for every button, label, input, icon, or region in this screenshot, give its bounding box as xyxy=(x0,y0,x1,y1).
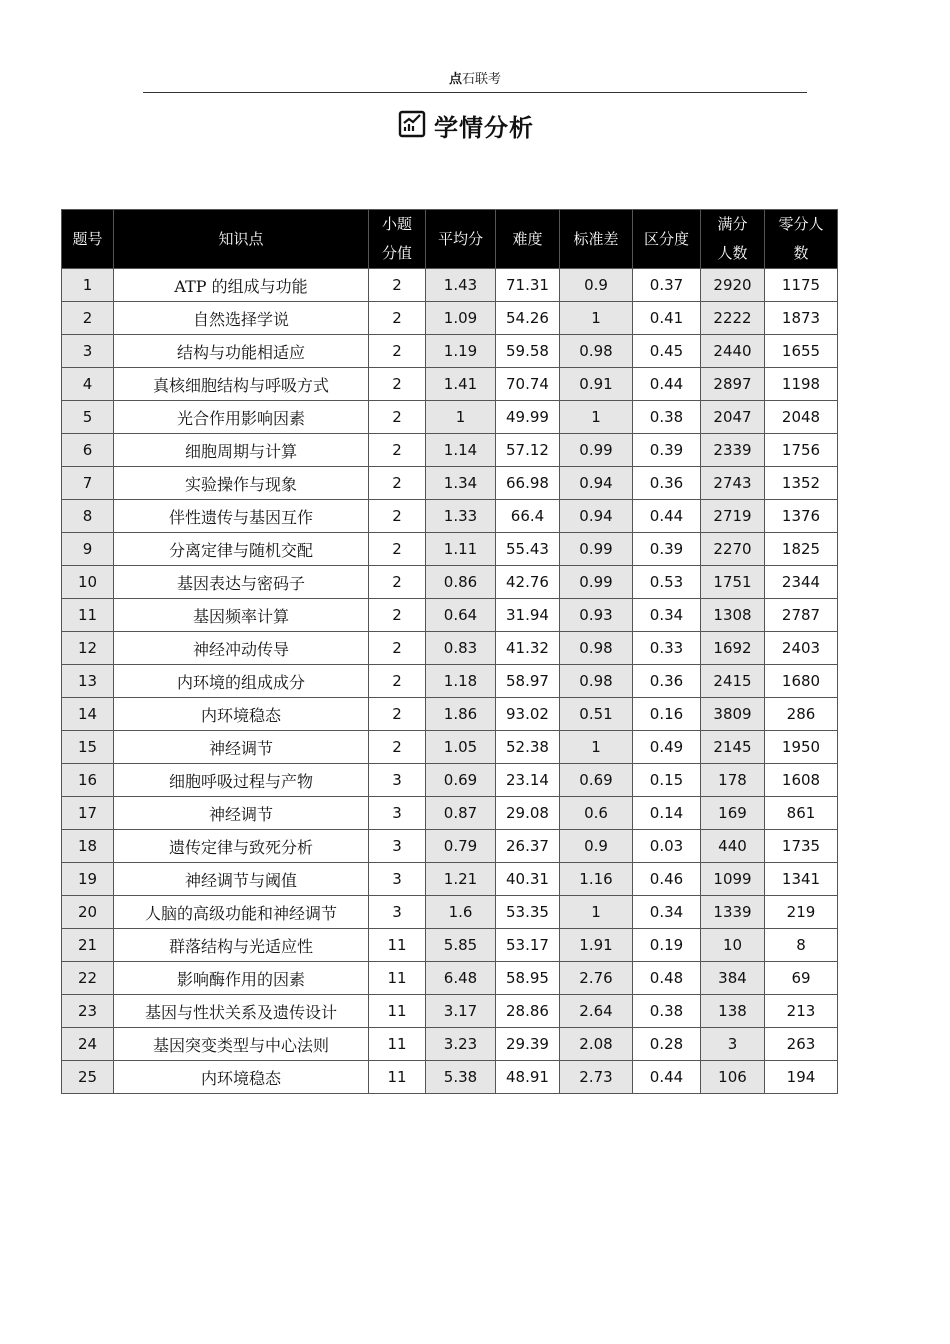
cell-avg: 3.17 xyxy=(426,995,496,1028)
cell-no: 8 xyxy=(62,500,114,533)
cell-avg: 5.85 xyxy=(426,929,496,962)
cell-zero: 2787 xyxy=(765,599,838,632)
cell-discrimination: 0.33 xyxy=(633,632,701,665)
cell-std: 1 xyxy=(560,302,633,335)
cell-topic: 分离定律与随机交配 xyxy=(114,533,369,566)
cell-avg: 6.48 xyxy=(426,962,496,995)
cell-zero: 263 xyxy=(765,1028,838,1061)
cell-score: 2 xyxy=(369,566,426,599)
cell-topic: 神经调节 xyxy=(114,731,369,764)
cell-score: 2 xyxy=(369,731,426,764)
cell-no: 9 xyxy=(62,533,114,566)
cell-zero: 1825 xyxy=(765,533,838,566)
cell-avg: 0.87 xyxy=(426,797,496,830)
cell-std: 0.94 xyxy=(560,500,633,533)
cell-zero: 1735 xyxy=(765,830,838,863)
cell-discrimination: 0.19 xyxy=(633,929,701,962)
cell-no: 25 xyxy=(62,1061,114,1094)
cell-avg: 0.79 xyxy=(426,830,496,863)
cell-difficulty: 54.26 xyxy=(496,302,560,335)
cell-topic: 自然选择学说 xyxy=(114,302,369,335)
table-row xyxy=(62,929,838,962)
stats-table xyxy=(61,209,838,1094)
cell-topic: 神经冲动传导 xyxy=(114,632,369,665)
header-brand-bold: 点 xyxy=(448,72,462,87)
cell-zero: 69 xyxy=(765,962,838,995)
cell-avg: 0.86 xyxy=(426,566,496,599)
cell-difficulty: 42.76 xyxy=(496,566,560,599)
cell-full: 10 xyxy=(701,929,765,962)
cell-no: 11 xyxy=(62,599,114,632)
cell-avg: 1.18 xyxy=(426,665,496,698)
col-header-topic: 知识点 xyxy=(114,210,369,269)
cell-full: 138 xyxy=(701,995,765,1028)
col-header-full-line2: 人数 xyxy=(717,244,748,262)
cell-zero: 861 xyxy=(765,797,838,830)
cell-std: 0.9 xyxy=(560,830,633,863)
cell-score: 2 xyxy=(369,599,426,632)
table-row xyxy=(62,368,838,401)
cell-difficulty: 53.35 xyxy=(496,896,560,929)
table-row xyxy=(62,1061,838,1094)
cell-no: 24 xyxy=(62,1028,114,1061)
cell-discrimination: 0.46 xyxy=(633,863,701,896)
cell-no: 10 xyxy=(62,566,114,599)
cell-discrimination: 0.34 xyxy=(633,896,701,929)
cell-topic: 细胞周期与计算 xyxy=(114,434,369,467)
cell-discrimination: 0.37 xyxy=(633,269,701,302)
cell-score: 11 xyxy=(369,962,426,995)
cell-difficulty: 66.4 xyxy=(496,500,560,533)
cell-std: 2.73 xyxy=(560,1061,633,1094)
table-row xyxy=(62,500,838,533)
cell-no: 5 xyxy=(62,401,114,434)
cell-score: 3 xyxy=(369,863,426,896)
table-row xyxy=(62,863,838,896)
cell-score: 11 xyxy=(369,929,426,962)
col-header-zero-line2: 数 xyxy=(793,244,809,262)
cell-std: 0.51 xyxy=(560,698,633,731)
cell-difficulty: 23.14 xyxy=(496,764,560,797)
cell-discrimination: 0.16 xyxy=(633,698,701,731)
cell-zero: 213 xyxy=(765,995,838,1028)
cell-difficulty: 28.86 xyxy=(496,995,560,1028)
table-row xyxy=(62,401,838,434)
cell-avg: 0.64 xyxy=(426,599,496,632)
cell-discrimination: 0.44 xyxy=(633,500,701,533)
cell-std: 0.93 xyxy=(560,599,633,632)
cell-score: 2 xyxy=(369,269,426,302)
cell-discrimination: 0.14 xyxy=(633,797,701,830)
cell-discrimination: 0.34 xyxy=(633,599,701,632)
cell-score: 11 xyxy=(369,995,426,1028)
cell-score: 11 xyxy=(369,1061,426,1094)
cell-discrimination: 0.53 xyxy=(633,566,701,599)
cell-discrimination: 0.36 xyxy=(633,665,701,698)
cell-zero: 1680 xyxy=(765,665,838,698)
cell-difficulty: 31.94 xyxy=(496,599,560,632)
table-row xyxy=(62,995,838,1028)
cell-zero: 194 xyxy=(765,1061,838,1094)
cell-full: 2440 xyxy=(701,335,765,368)
table-row xyxy=(62,797,838,830)
cell-std: 0.9 xyxy=(560,269,633,302)
cell-avg: 1.41 xyxy=(426,368,496,401)
cell-full: 2145 xyxy=(701,731,765,764)
cell-zero: 2403 xyxy=(765,632,838,665)
table-body xyxy=(62,269,838,1094)
cell-avg: 1.34 xyxy=(426,467,496,500)
cell-discrimination: 0.45 xyxy=(633,335,701,368)
cell-topic: ATP 的组成与功能 xyxy=(114,269,369,302)
cell-difficulty: 53.17 xyxy=(496,929,560,962)
table-row xyxy=(62,830,838,863)
page-title: 学情分析 xyxy=(434,114,534,142)
cell-full: 3809 xyxy=(701,698,765,731)
cell-full: 2920 xyxy=(701,269,765,302)
cell-std: 2.08 xyxy=(560,1028,633,1061)
cell-score: 3 xyxy=(369,797,426,830)
cell-full: 2339 xyxy=(701,434,765,467)
cell-zero: 1873 xyxy=(765,302,838,335)
cell-std: 0.98 xyxy=(560,335,633,368)
cell-topic: 结构与功能相适应 xyxy=(114,335,369,368)
cell-std: 0.69 xyxy=(560,764,633,797)
cell-no: 12 xyxy=(62,632,114,665)
cell-full: 2897 xyxy=(701,368,765,401)
cell-full: 178 xyxy=(701,764,765,797)
cell-no: 3 xyxy=(62,335,114,368)
chart-icon xyxy=(416,110,434,142)
cell-avg: 1.19 xyxy=(426,335,496,368)
table-row xyxy=(62,1028,838,1061)
cell-no: 20 xyxy=(62,896,114,929)
cell-zero: 8 xyxy=(765,929,838,962)
cell-avg: 5.38 xyxy=(426,1061,496,1094)
col-header-score-line2: 分值 xyxy=(381,244,412,262)
cell-avg: 1.6 xyxy=(426,896,496,929)
cell-avg: 0.83 xyxy=(426,632,496,665)
cell-no: 7 xyxy=(62,467,114,500)
cell-discrimination: 0.44 xyxy=(633,368,701,401)
cell-full: 2270 xyxy=(701,533,765,566)
cell-no: 1 xyxy=(62,269,114,302)
cell-discrimination: 0.39 xyxy=(633,533,701,566)
cell-score: 2 xyxy=(369,698,426,731)
cell-no: 14 xyxy=(62,698,114,731)
table-row xyxy=(62,764,838,797)
table-row xyxy=(62,434,838,467)
cell-full: 2743 xyxy=(701,467,765,500)
page-header xyxy=(143,68,807,93)
cell-difficulty: 93.02 xyxy=(496,698,560,731)
cell-std: 0.91 xyxy=(560,368,633,401)
cell-no: 21 xyxy=(62,929,114,962)
cell-discrimination: 0.28 xyxy=(633,1028,701,1061)
cell-score: 2 xyxy=(369,335,426,368)
cell-no: 2 xyxy=(62,302,114,335)
cell-zero: 1950 xyxy=(765,731,838,764)
cell-score: 2 xyxy=(369,401,426,434)
cell-zero: 2048 xyxy=(765,401,838,434)
cell-difficulty: 58.97 xyxy=(496,665,560,698)
cell-difficulty: 29.08 xyxy=(496,797,560,830)
cell-full: 1308 xyxy=(701,599,765,632)
cell-topic: 影响酶作用的因素 xyxy=(114,962,369,995)
cell-std: 1 xyxy=(560,731,633,764)
col-header-discrimination: 区分度 xyxy=(633,210,701,269)
cell-avg: 1.43 xyxy=(426,269,496,302)
cell-std: 0.99 xyxy=(560,566,633,599)
cell-full: 1751 xyxy=(701,566,765,599)
cell-zero: 1198 xyxy=(765,368,838,401)
cell-std: 1.16 xyxy=(560,863,633,896)
cell-topic: 细胞呼吸过程与产物 xyxy=(114,764,369,797)
cell-difficulty: 49.99 xyxy=(496,401,560,434)
cell-no: 4 xyxy=(62,368,114,401)
cell-difficulty: 52.38 xyxy=(496,731,560,764)
cell-difficulty: 40.31 xyxy=(496,863,560,896)
table-row xyxy=(62,698,838,731)
cell-full: 2222 xyxy=(701,302,765,335)
cell-full: 1339 xyxy=(701,896,765,929)
cell-discrimination: 0.49 xyxy=(633,731,701,764)
cell-avg: 3.23 xyxy=(426,1028,496,1061)
table-row xyxy=(62,599,838,632)
cell-topic: 基因与性状关系及遗传设计 xyxy=(114,995,369,1028)
cell-zero: 2344 xyxy=(765,566,838,599)
cell-full: 2047 xyxy=(701,401,765,434)
cell-zero: 219 xyxy=(765,896,838,929)
cell-zero: 1756 xyxy=(765,434,838,467)
col-header-full xyxy=(701,210,765,269)
cell-discrimination: 0.38 xyxy=(633,401,701,434)
cell-discrimination: 0.38 xyxy=(633,995,701,1028)
table-row xyxy=(62,665,838,698)
cell-full: 169 xyxy=(701,797,765,830)
cell-score: 2 xyxy=(369,434,426,467)
cell-topic: 神经调节与阈值 xyxy=(114,863,369,896)
cell-std: 0.99 xyxy=(560,533,633,566)
cell-zero: 1352 xyxy=(765,467,838,500)
cell-std: 0.6 xyxy=(560,797,633,830)
table-row xyxy=(62,269,838,302)
cell-full: 3 xyxy=(701,1028,765,1061)
col-header-zero xyxy=(765,210,838,269)
cell-topic: 真核细胞结构与呼吸方式 xyxy=(114,368,369,401)
cell-difficulty: 66.98 xyxy=(496,467,560,500)
col-header-avg: 平均分 xyxy=(426,210,496,269)
cell-no: 22 xyxy=(62,962,114,995)
cell-difficulty: 57.12 xyxy=(496,434,560,467)
cell-avg: 1.14 xyxy=(426,434,496,467)
cell-no: 16 xyxy=(62,764,114,797)
col-header-score-line1: 小题 xyxy=(381,215,412,233)
table-row xyxy=(62,962,838,995)
cell-score: 2 xyxy=(369,302,426,335)
cell-score: 2 xyxy=(369,368,426,401)
cell-zero: 1608 xyxy=(765,764,838,797)
cell-score: 2 xyxy=(369,665,426,698)
cell-full: 1099 xyxy=(701,863,765,896)
table-row xyxy=(62,896,838,929)
cell-avg: 1.21 xyxy=(426,863,496,896)
table-header-row xyxy=(62,210,838,269)
cell-discrimination: 0.41 xyxy=(633,302,701,335)
col-header-score xyxy=(369,210,426,269)
col-header-zero-line1: 零分人 xyxy=(778,215,824,233)
cell-avg: 1 xyxy=(426,401,496,434)
cell-topic: 光合作用影响因素 xyxy=(114,401,369,434)
section-title xyxy=(0,108,950,143)
col-header-full-line1: 满分 xyxy=(717,215,748,233)
cell-discrimination: 0.03 xyxy=(633,830,701,863)
cell-no: 6 xyxy=(62,434,114,467)
cell-full: 1692 xyxy=(701,632,765,665)
cell-difficulty: 70.74 xyxy=(496,368,560,401)
cell-avg: 1.05 xyxy=(426,731,496,764)
cell-difficulty: 26.37 xyxy=(496,830,560,863)
cell-topic: 内环境稳态 xyxy=(114,1061,369,1094)
cell-topic: 神经调节 xyxy=(114,797,369,830)
cell-score: 2 xyxy=(369,632,426,665)
table-row xyxy=(62,335,838,368)
table-row xyxy=(62,632,838,665)
cell-full: 2719 xyxy=(701,500,765,533)
table-row xyxy=(62,302,838,335)
cell-discrimination: 0.44 xyxy=(633,1061,701,1094)
cell-difficulty: 48.91 xyxy=(496,1061,560,1094)
header-brand-rest: 石联考 xyxy=(462,72,502,87)
cell-no: 15 xyxy=(62,731,114,764)
cell-full: 384 xyxy=(701,962,765,995)
cell-score: 2 xyxy=(369,533,426,566)
cell-std: 2.76 xyxy=(560,962,633,995)
col-header-std: 标准差 xyxy=(560,210,633,269)
cell-discrimination: 0.48 xyxy=(633,962,701,995)
cell-discrimination: 0.36 xyxy=(633,467,701,500)
cell-std: 0.98 xyxy=(560,632,633,665)
cell-score: 3 xyxy=(369,896,426,929)
table-row xyxy=(62,533,838,566)
cell-topic: 基因表达与密码子 xyxy=(114,566,369,599)
table-row xyxy=(62,467,838,500)
cell-avg: 1.86 xyxy=(426,698,496,731)
cell-full: 106 xyxy=(701,1061,765,1094)
cell-difficulty: 29.39 xyxy=(496,1028,560,1061)
cell-topic: 内环境的组成成分 xyxy=(114,665,369,698)
cell-no: 19 xyxy=(62,863,114,896)
cell-topic: 基因突变类型与中心法则 xyxy=(114,1028,369,1061)
cell-discrimination: 0.39 xyxy=(633,434,701,467)
cell-topic: 实验操作与现象 xyxy=(114,467,369,500)
cell-difficulty: 71.31 xyxy=(496,269,560,302)
cell-no: 23 xyxy=(62,995,114,1028)
cell-avg: 0.69 xyxy=(426,764,496,797)
cell-std: 0.98 xyxy=(560,665,633,698)
cell-full: 2415 xyxy=(701,665,765,698)
cell-difficulty: 55.43 xyxy=(496,533,560,566)
cell-std: 0.99 xyxy=(560,434,633,467)
cell-score: 2 xyxy=(369,467,426,500)
cell-difficulty: 41.32 xyxy=(496,632,560,665)
cell-topic: 基因频率计算 xyxy=(114,599,369,632)
cell-zero: 286 xyxy=(765,698,838,731)
col-header-no: 题号 xyxy=(62,210,114,269)
table-row xyxy=(62,566,838,599)
cell-score: 3 xyxy=(369,764,426,797)
cell-zero: 1175 xyxy=(765,269,838,302)
cell-full: 440 xyxy=(701,830,765,863)
cell-zero: 1655 xyxy=(765,335,838,368)
cell-no: 13 xyxy=(62,665,114,698)
cell-discrimination: 0.15 xyxy=(633,764,701,797)
cell-score: 3 xyxy=(369,830,426,863)
cell-difficulty: 59.58 xyxy=(496,335,560,368)
cell-topic: 群落结构与光适应性 xyxy=(114,929,369,962)
cell-topic: 内环境稳态 xyxy=(114,698,369,731)
cell-avg: 1.09 xyxy=(426,302,496,335)
cell-no: 17 xyxy=(62,797,114,830)
cell-topic: 遗传定律与致死分析 xyxy=(114,830,369,863)
cell-score: 2 xyxy=(369,500,426,533)
cell-std: 1.91 xyxy=(560,929,633,962)
cell-difficulty: 58.95 xyxy=(496,962,560,995)
table-row xyxy=(62,731,838,764)
cell-score: 11 xyxy=(369,1028,426,1061)
cell-zero: 1376 xyxy=(765,500,838,533)
cell-topic: 伴性遗传与基因互作 xyxy=(114,500,369,533)
cell-topic: 人脑的高级功能和神经调节 xyxy=(114,896,369,929)
cell-std: 1 xyxy=(560,896,633,929)
cell-avg: 1.11 xyxy=(426,533,496,566)
cell-std: 0.94 xyxy=(560,467,633,500)
cell-std: 2.64 xyxy=(560,995,633,1028)
cell-zero: 1341 xyxy=(765,863,838,896)
cell-std: 1 xyxy=(560,401,633,434)
cell-avg: 1.33 xyxy=(426,500,496,533)
cell-no: 18 xyxy=(62,830,114,863)
col-header-difficulty: 难度 xyxy=(496,210,560,269)
